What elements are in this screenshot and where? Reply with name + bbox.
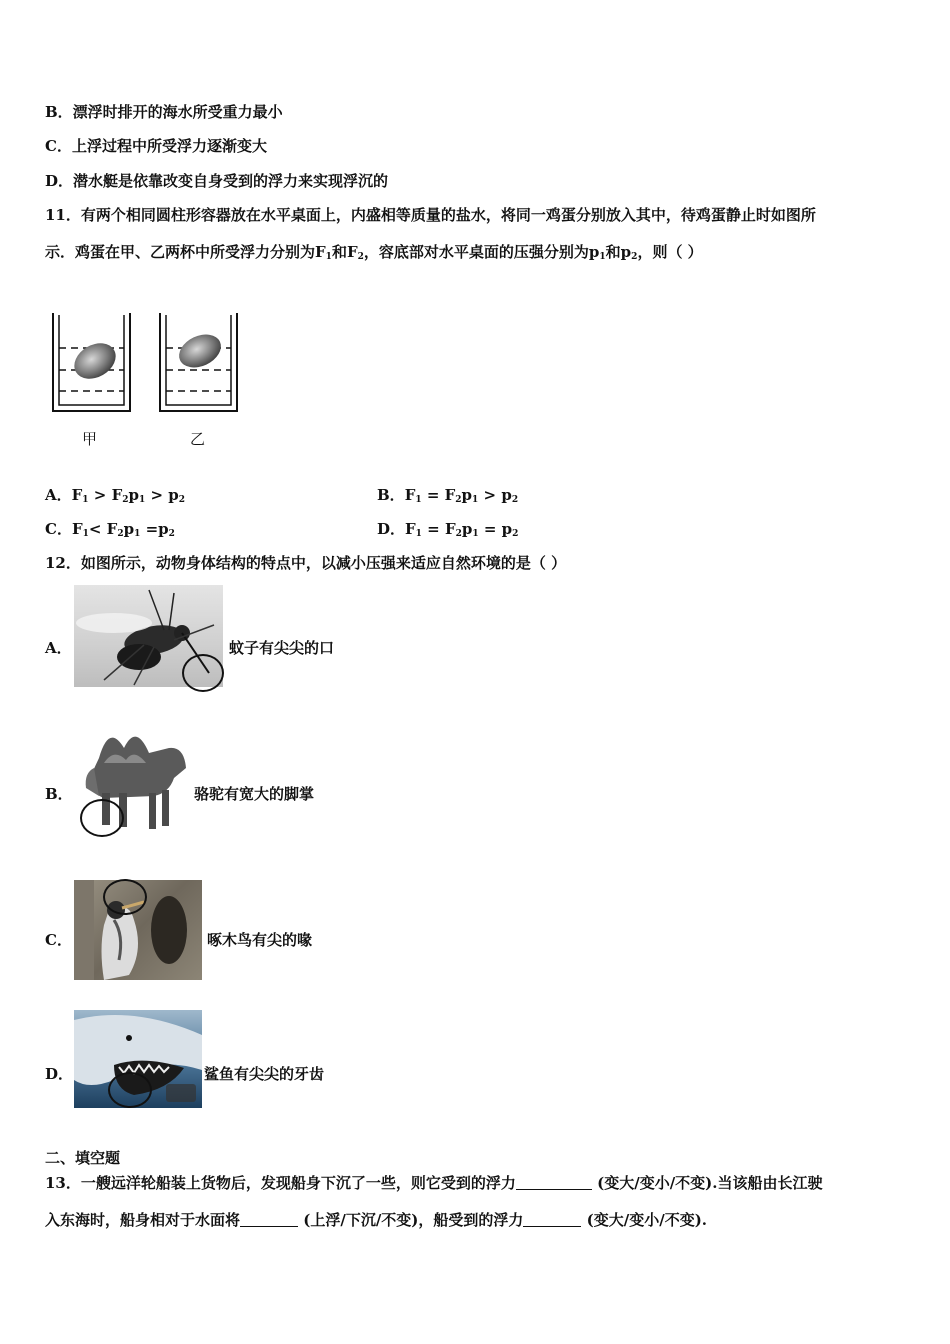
- shark-highlight-circle: [108, 1072, 152, 1108]
- beaker-jia: [53, 313, 130, 411]
- q13-line2: 入东海时，船身相对于水面将 (上浮/下沉/不变)，船受到的浮力 (变大/变小/不变).: [45, 1211, 708, 1229]
- q12-a-text: 蚊子有尖尖的口: [229, 639, 335, 657]
- q11-option-c: C．$F_1< F_2p_1 =p_2$: [45, 520, 175, 539]
- label-jia: 甲: [82, 430, 98, 448]
- q12-a-letter: A．: [45, 639, 72, 657]
- q12-c-letter: C．: [45, 931, 72, 949]
- q13-line1: 13．一艘远洋轮船装上货物后，发现船身下沉了一些，则它受到的浮力 (变大/变小/不变).当该船由长江驶: [45, 1174, 823, 1192]
- q11-line1: 11．有两个相同圆柱形容器放在水平桌面上，内盛相等质量的盐水，将同一鸡蛋分别放入其中，待鸡蛋静止时如图所: [45, 206, 816, 224]
- q11-option-a: A．$F_1 > F_2p_1 > p_2$: [45, 486, 186, 505]
- q11-option-b: B．$F_1 = F_2p_1 > p_2$: [377, 486, 519, 505]
- woodpecker-highlight-circle: [103, 879, 147, 915]
- beaker-figure: [45, 305, 245, 455]
- beaker-yi: [160, 313, 237, 411]
- q12-question: 12．如图所示，动物身体结构的特点中，以减小压强来适应自然环境的是（ ）: [45, 554, 567, 572]
- section-title: 二、填空题: [45, 1149, 121, 1167]
- q13-blank-3[interactable]: [523, 1212, 581, 1227]
- camel-highlight-circle: [80, 799, 124, 837]
- option-d-prev: D．潜水艇是依靠改变自身受到的浮力来实现浮沉的: [45, 172, 389, 190]
- label-yi: 乙: [190, 430, 206, 448]
- option-b-prev: B．漂浮时排开的海水所受重力最小: [45, 103, 283, 121]
- q12-b-text: 骆驼有宽大的脚掌: [194, 785, 315, 803]
- mosquito-highlight-circle: [182, 654, 224, 692]
- q12-d-text: 鲨鱼有尖尖的牙齿: [204, 1065, 325, 1083]
- egg-jia: [68, 336, 122, 386]
- q12-d-letter: D．: [45, 1065, 74, 1083]
- q12-c-text: 啄木鸟有尖的喙: [207, 931, 313, 949]
- q13-blank-2[interactable]: [240, 1212, 298, 1227]
- option-c-prev: C．上浮过程中所受浮力逐渐变大: [45, 137, 267, 155]
- q12-b-letter: B．: [45, 785, 73, 803]
- q11-option-d: D．$F_1 = F_2p_1 = p_2$: [377, 520, 519, 539]
- q11-line2: 示．鸡蛋在甲、乙两杯中所受浮力分别为$F_1$和$F_2$，容底部对水平桌面的压强分别为$p_1$和$p_2$，则（ ）: [45, 243, 703, 262]
- egg-yi: [174, 328, 227, 374]
- q13-blank-1[interactable]: [516, 1175, 592, 1190]
